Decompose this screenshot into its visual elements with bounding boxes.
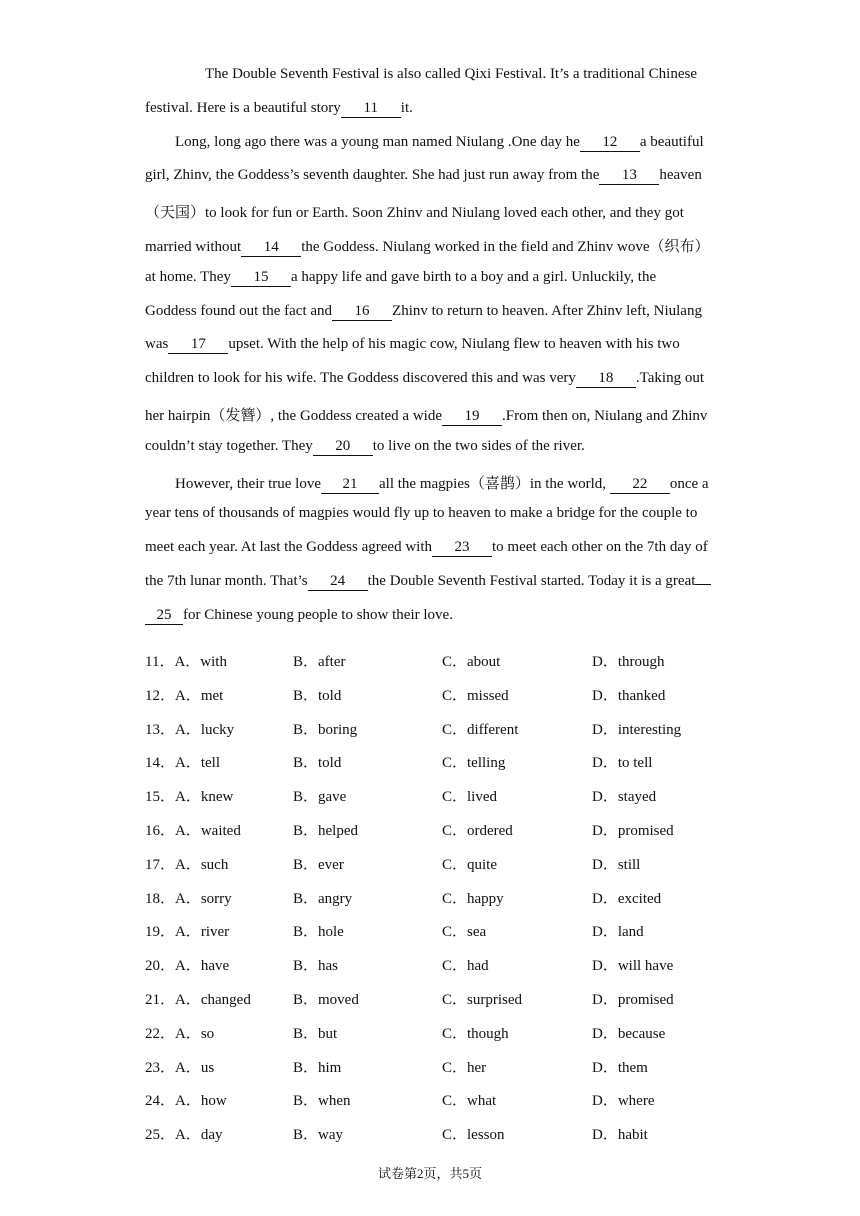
option-d[interactable]: D．thanked [592, 687, 666, 704]
option-b[interactable]: B．moved [293, 992, 359, 1008]
option-a[interactable]: A．us [175, 1059, 215, 1076]
option-a[interactable]: A．how [175, 1093, 227, 1110]
question-number-option-a [145, 1022, 214, 1043]
passage-line [145, 303, 702, 321]
passage-text: The Double Seventh Festival is also called Qixi Festival. It’s a traditional Chinese [205, 66, 697, 82]
option-a[interactable]: A．such [175, 856, 229, 873]
option-c[interactable]: C．about [442, 654, 501, 670]
option-c[interactable]: C．though [442, 1025, 509, 1042]
question-number-option-a [145, 988, 251, 1009]
option-d[interactable]: D．land [592, 924, 644, 941]
option-b[interactable]: B．angry [293, 890, 353, 907]
passage-line [145, 404, 707, 426]
option-c[interactable]: C．what [442, 1093, 497, 1110]
passage-text: married without [145, 239, 242, 255]
question-number: 14． [145, 755, 176, 772]
passage-line [145, 235, 710, 257]
passage-text: for Chinese young people to show their love. [183, 606, 453, 623]
question-number: 15． [145, 789, 176, 806]
blank-number: 17 [168, 336, 228, 354]
passage-text: .From then on, Niulang and Zhinv [502, 408, 708, 424]
option-d[interactable]: D．promised [592, 823, 674, 839]
option-b[interactable]: B．when [293, 1093, 351, 1110]
option-a[interactable]: A．with [174, 654, 227, 670]
passage-line [145, 370, 704, 388]
passage-text: festival. Here is a beautiful story [145, 99, 341, 116]
question-row [145, 1123, 720, 1157]
question-number: 12． [145, 687, 176, 704]
question-number-option-a [145, 1089, 227, 1110]
question-number-option-a [145, 718, 234, 739]
option-a[interactable]: A．day [175, 1127, 223, 1144]
option-b[interactable]: B．but [293, 1025, 338, 1042]
option-a[interactable]: A．lucky [175, 721, 235, 738]
blank-number: 13 [599, 167, 659, 185]
option-d[interactable]: D．because [592, 1025, 666, 1042]
option-d[interactable]: D．through [592, 654, 665, 670]
passage-line [175, 472, 709, 494]
passage-text: a beautiful [639, 133, 704, 150]
question-row [145, 1056, 720, 1090]
question-row [145, 954, 720, 988]
question-number-option-a [145, 684, 223, 705]
passage-text: the Goddess. Niulang worked in the field and Zhinv wove（织布） [301, 239, 710, 255]
question-row [145, 819, 720, 853]
option-c[interactable]: C．quite [442, 856, 497, 873]
passage-line [175, 134, 704, 152]
passage-text: Long, long ago there was a young man named Niulang .One day he [175, 133, 580, 150]
passage-text: to meet each other on the 7th day of [492, 539, 708, 556]
option-d[interactable]: D．interesting [592, 721, 682, 738]
option-a[interactable]: A．so [175, 1025, 215, 1042]
blank-number: 14 [241, 239, 301, 257]
passage-line [145, 438, 585, 456]
option-a[interactable]: A．changed [175, 992, 251, 1008]
option-b[interactable]: B．gave [293, 789, 347, 806]
question-number: 24． [145, 1093, 176, 1110]
option-d[interactable]: D．excited [592, 890, 662, 907]
option-a[interactable]: A．tell [175, 755, 221, 772]
option-c[interactable]: C．her [442, 1059, 487, 1076]
option-d[interactable]: D．habit [592, 1127, 648, 1144]
passage-text: it. [400, 99, 413, 116]
blank-number: 15 [231, 269, 291, 287]
option-b[interactable]: B．hole [293, 924, 344, 941]
question-number-option-a [145, 954, 229, 975]
option-d[interactable]: D．will have [592, 958, 674, 975]
option-b[interactable]: B．told [293, 755, 342, 772]
question-number: 25． [145, 1127, 176, 1144]
passage-line [145, 100, 413, 118]
passage-text: However, their true love [175, 475, 322, 492]
question-row [145, 785, 720, 819]
option-c[interactable]: C．missed [442, 687, 509, 704]
passage-text: at home. They [145, 268, 231, 285]
option-a[interactable]: A．waited [175, 823, 241, 839]
passage-text: upset. With the help of his magic cow, Niulang flew to heaven with his two [228, 336, 680, 353]
question-number: 11． [145, 654, 175, 670]
passage-text: was [145, 336, 169, 353]
passage-line [145, 167, 702, 185]
question-number: 22． [145, 1025, 176, 1042]
option-b[interactable]: B．told [293, 687, 342, 704]
question-number: 16． [145, 823, 176, 839]
blank-number: 20 [313, 438, 373, 456]
option-d[interactable]: D．stayed [592, 789, 657, 806]
passage-text: the Double Seventh Festival started. Today it is a great [367, 573, 696, 589]
question-row [145, 718, 720, 752]
question-row [145, 988, 720, 1022]
passage-text: （天国）to look for fun or Earth. Soon Zhinv and Niulang loved each other, and they got [145, 205, 684, 222]
passage-line [145, 269, 656, 287]
passage-text: girl, Zhinv, the Goddess’s seventh daughter. She had just run away from the [145, 167, 600, 184]
question-row [145, 887, 720, 921]
option-d[interactable]: D．them [592, 1059, 648, 1076]
passage-text: the 7th lunar month. That’s [145, 573, 308, 589]
option-c[interactable]: C．ordered [442, 823, 513, 839]
passage-text: once a [669, 475, 709, 492]
question-row [145, 1022, 720, 1056]
question-row [145, 684, 720, 718]
question-number-option-a [145, 1123, 223, 1144]
question-number-option-a [145, 920, 229, 941]
passage-text: Zhinv to return to heaven. After Zhinv left, Niulang [392, 302, 702, 319]
passage-text: all the magpies（喜鹊）in the world, [379, 475, 610, 492]
question-number: 23． [145, 1059, 176, 1076]
option-b[interactable]: B．boring [293, 721, 358, 738]
option-c[interactable]: C．sea [442, 924, 487, 941]
option-b[interactable]: B．him [293, 1059, 342, 1076]
passage-text: meet each year. At last the Goddess agreed with [145, 539, 432, 556]
blank-number: 16 [332, 303, 392, 321]
question-number: 17． [145, 856, 176, 873]
passage-text: .Taking out [635, 370, 704, 387]
passage-line [205, 66, 697, 83]
option-b[interactable]: B．way [293, 1127, 343, 1144]
question-row [145, 650, 720, 684]
option-a[interactable]: A．met [175, 687, 224, 704]
blank-number: 12 [580, 134, 640, 152]
option-b[interactable]: B．has [293, 958, 339, 975]
question-row [145, 751, 720, 785]
option-c[interactable]: C．telling [442, 755, 506, 772]
question-number: 20． [145, 958, 176, 975]
question-number: 13． [145, 721, 176, 738]
blank-number: 23 [432, 539, 492, 557]
question-number-option-a [145, 785, 233, 806]
option-c[interactable]: C．different [442, 721, 519, 738]
blank-number: 21 [321, 476, 379, 494]
option-a[interactable]: A．have [175, 958, 230, 975]
option-c[interactable]: C．had [442, 958, 489, 975]
option-b[interactable]: B．ever [293, 856, 344, 873]
passage-line [145, 201, 684, 222]
option-b[interactable]: B．after [293, 654, 346, 670]
option-c[interactable]: C．lived [442, 789, 497, 806]
option-a[interactable]: A．knew [175, 789, 234, 806]
passage-line [145, 505, 697, 522]
question-number: 21． [145, 992, 176, 1008]
option-c[interactable]: C．lesson [442, 1127, 505, 1144]
blank-number: 22 [610, 476, 670, 494]
question-row [145, 853, 720, 887]
question-number: 18． [145, 890, 176, 907]
page-footer: 试卷第2页，共5页 [377, 1166, 482, 1181]
blank-number: 24 [308, 573, 368, 591]
passage-text: couldn’t stay together. They [145, 437, 313, 454]
passage-text: Goddess found out the fact and [145, 302, 333, 319]
option-b[interactable]: B．helped [293, 823, 358, 839]
blank-number: 25 [145, 607, 183, 625]
option-c[interactable]: C．surprised [442, 992, 522, 1008]
option-d[interactable]: D．promised [592, 992, 674, 1008]
question-number-option-a [145, 819, 241, 840]
passage-text: to live on the two sides of the river. [372, 437, 585, 454]
option-d[interactable]: D．to tell [592, 755, 653, 772]
passage-text: a happy life and gave birth to a boy and a girl. Unluckily, the [290, 268, 657, 285]
option-a[interactable]: A．river [175, 924, 230, 941]
passage-text: year tens of thousands of magpies would fly up to heaven to make a bridge for the couple to [145, 505, 698, 522]
blank-number: 18 [576, 370, 636, 388]
blank-number: 19 [442, 408, 502, 426]
blank-number [695, 584, 711, 585]
question-row [145, 1089, 720, 1123]
passage-text: her hairpin（发簪）, the Goddess created a wide [145, 408, 442, 424]
passage-line [145, 336, 680, 354]
option-c[interactable]: C．happy [442, 890, 504, 907]
blank-number: 11 [341, 100, 401, 118]
passage-text: heaven [659, 167, 702, 184]
passage-line [145, 539, 708, 557]
passage-text: children to look for his wife. The Goddess discovered this and was very [145, 370, 576, 387]
question-number-option-a [145, 853, 228, 874]
option-a[interactable]: A．sorry [175, 890, 232, 907]
question-number-option-a [145, 887, 232, 908]
passage-line [145, 573, 711, 591]
option-d[interactable]: D．where [592, 1093, 655, 1110]
question-number-option-a [145, 751, 220, 772]
question-row [145, 920, 720, 954]
question-number-option-a [145, 650, 227, 671]
question-number-option-a [145, 1056, 214, 1077]
passage-line [145, 607, 453, 625]
question-number: 19． [145, 924, 176, 941]
option-d[interactable]: D．still [592, 856, 641, 873]
